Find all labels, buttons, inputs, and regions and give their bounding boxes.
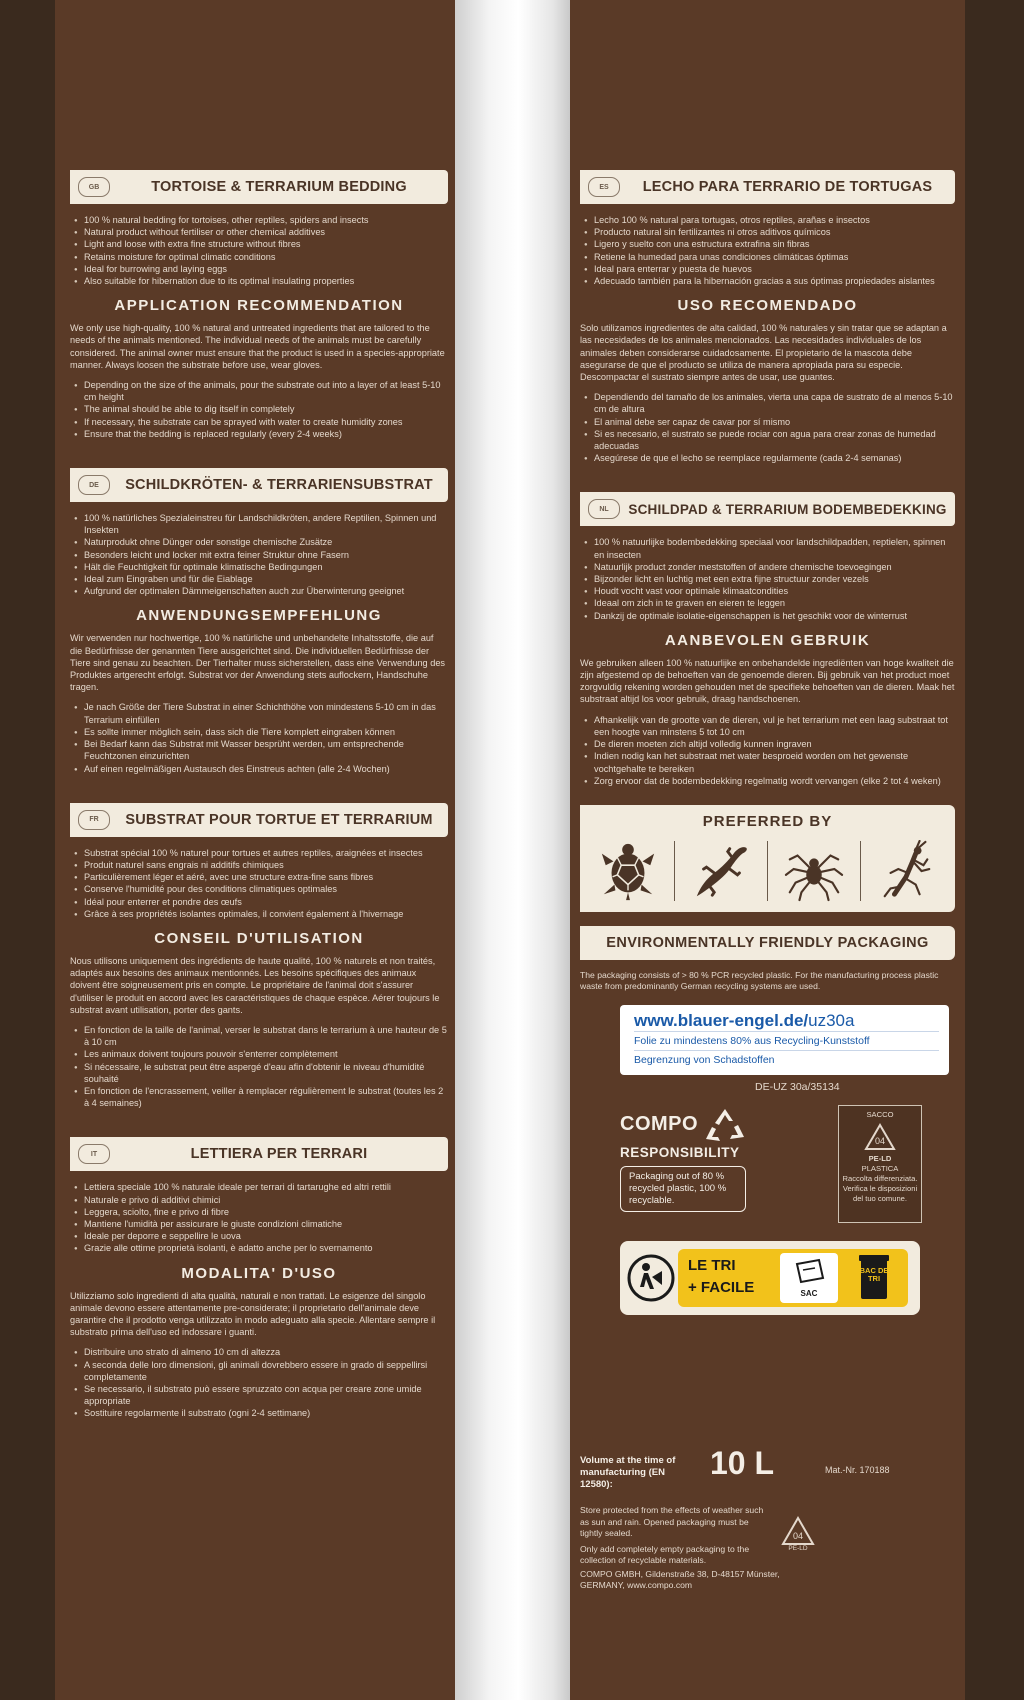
compo-block <box>620 1105 748 1212</box>
engel-item: Folie zu mindestens 80% aus Recycling-Kunststoff <box>634 1031 939 1050</box>
preferred-by-panel <box>580 805 955 912</box>
section-title: LECHO PARA TERRARIO DE TORTUGAS <box>642 179 933 195</box>
pe-ld-recycle-icon <box>780 1515 816 1551</box>
subheading: ANWENDUNGSEMPFEHLUNG <box>136 607 382 625</box>
steps-list <box>70 1024 448 1109</box>
bag-icon <box>791 1256 827 1284</box>
blauer-engel-box <box>620 1005 949 1075</box>
divider <box>767 841 768 901</box>
section-banner <box>580 492 955 526</box>
recycling-area <box>580 1105 955 1445</box>
material-number: Mat.-Nr. 170188 <box>825 1465 890 1475</box>
subheading: APPLICATION RECOMMENDATION <box>114 297 404 315</box>
sacco-plastica: PLASTICA <box>861 1163 899 1173</box>
section-title: SCHILDKRÖTEN- & TERRARIENSUBSTRAT <box>125 477 433 494</box>
step-item: ● El animal debe ser capaz de cavar por sí mismo <box>594 416 955 428</box>
disposal-note: Only add completely empty packaging to the collection of recyclable materials. <box>580 1543 750 1565</box>
step-item: ● En fonction de la taille de l'animal, verser le substrat dans le terrarium à une hauteur de 5 à 10 cm <box>84 1024 448 1048</box>
step-item: ● Bei Bedarf kann das Substrat mit Wasser besprüht werden, um entsprechende Feuchtzonen einzurichten <box>84 738 448 762</box>
steps-list <box>70 379 448 440</box>
feature-item: ● Natural product without fertiliser or other chemical additives <box>84 226 448 238</box>
step-item: ● Se necessario, il substrato può essere spruzzato con acqua per creare zone umide appropriate <box>84 1383 448 1407</box>
feature-item: ● Ideal zum Eingraben und für die Eiablage <box>84 573 448 585</box>
step-item: ● Si es necesario, el sustrato se puede rociar con agua para crear zonas de humedad adecuadas <box>594 428 955 452</box>
paragraph: Wir verwenden nur hochwertige, 100 % natürliche und unbehandelte Inhaltsstoffe, die auf die Bedürfnisse der genannten Tiere ausgerichtet sind. Die individuellen Bedürfnisse der Tiere sind genau zu beachten. Der Tierhalter muss sicherstellen, dass eine Verwendung des Produktes artgerecht erfolgt. Substrat vor der Anwendung stets auflockern, Handschuhe tragen. <box>70 633 446 693</box>
feature-list <box>70 1181 448 1254</box>
feature-item: ● Leggera, sciolto, fine e privo di fibre <box>84 1206 448 1218</box>
feature-list <box>70 512 448 597</box>
sacco-label <box>838 1105 922 1223</box>
sacco-code: 04 <box>874 1135 886 1146</box>
feature-item: ● Grazie alle ottime proprietà isolanti, è adatto anche per lo svernamento <box>84 1242 448 1254</box>
pe-ld-label: PE-LD <box>788 1545 808 1551</box>
triman-line: + FACILE <box>688 1278 755 1296</box>
feature-list <box>70 214 448 287</box>
feature-item: ● Retiene la humedad para unas condiciones climáticas óptimas <box>594 251 955 263</box>
step-item: ● De dieren moeten zich altijd volledig kunnen ingraven <box>594 738 955 750</box>
url-path: uz30a <box>808 1010 855 1030</box>
flag-icon: IT <box>78 1144 110 1164</box>
section-banner <box>580 170 955 204</box>
subheading: USO RECOMENDADO <box>677 297 858 315</box>
step-item: ● Zorg ervoor dat de bodembedekking regelmatig wordt vervangen (elke 2 tot 4 weken) <box>594 775 955 787</box>
section-fr <box>70 803 448 1110</box>
step-item: ● Afhankelijk van de grootte van de dieren, vul je het terrarium met een laag substraat tot een hoogte van minstens 5 tot 10 cm <box>594 714 955 738</box>
step-item: ● Je nach Größe der Tiere Substrat in einer Schichthöhe von mindestens 5-10 cm in das Terrarium einfüllen <box>84 701 448 725</box>
triman-line: LE TRI <box>688 1256 736 1274</box>
section-banner <box>70 170 448 204</box>
center-seal-stripe <box>455 0 570 1700</box>
step-item: ● Asegúrese de que el lecho se reemplace regularmente (cada 2-4 semanas) <box>594 452 955 464</box>
divider <box>674 841 675 901</box>
feature-item: ● Aufgrund der optimalen Dämmeigenschaften auch zur Überwinterung geeignet <box>84 585 448 597</box>
turtle-icon <box>594 840 662 902</box>
environment-text: The packaging consists of > 80 % PCR recycled plastic. For the manufacturing process plastic waste from predominantly German recycling systems are used. <box>580 969 939 992</box>
sacco-note: Verifica le disposizioni del tuo comune. <box>842 1183 918 1203</box>
step-item: ● Indien nodig kan het substraat met water besproeid worden om het gewenste vochtgehalte te bereiken <box>594 750 955 774</box>
left-column <box>70 170 448 1448</box>
step-item: ● Sostituire regolarmente il substrato (ogni 2-4 settimane) <box>84 1407 448 1419</box>
step-item: ● Si nécessaire, le substrat peut être aspergé d'eau afin d'obtenir le niveau d'humidité souhaité <box>84 1061 448 1085</box>
steps-list <box>70 701 448 774</box>
feature-item: ● Grâce à ses propriétés isolantes optimales, il convient également à l'hivernage <box>84 908 448 920</box>
volume-label: Volume at the time of manufacturing (EN 12580): <box>580 1455 676 1490</box>
feature-item: ● Producto natural sin fertilizantes ni otros aditivos químicos <box>594 226 955 238</box>
feature-item: ● Adecuado también para la hibernación gracias a sus óptimas propiedades aislantes <box>594 275 955 287</box>
sacco-material: PE-LD <box>868 1153 892 1163</box>
divider <box>860 841 861 901</box>
step-item: ● Dependiendo del tamaño de los animales, vierta una capa de sustrato de al menos 5-10 cm de altura <box>594 391 955 415</box>
section-title: LETTIERA PER TERRARI <box>190 1146 368 1163</box>
feature-item: ● Hält die Feuchtigkeit für optimale klimatische Bedingungen <box>84 561 448 573</box>
step-item: ● Es sollte immer möglich sein, dass sich die Tiere komplett eingraben können <box>84 726 448 738</box>
section-title: TORTOISE & TERRARIUM BEDDING <box>151 179 407 195</box>
animal-icons-row <box>580 836 955 912</box>
feature-item: ● Dankzij de optimale isolatie-eigenschappen is het geschikt voor de winterrust <box>594 610 955 622</box>
engel-item: Begrenzung von Schadstoffen <box>634 1050 939 1069</box>
section-title: SUBSTRAT POUR TORTUE ET TERRARIUM <box>125 811 433 828</box>
feature-list <box>70 847 448 920</box>
flag-icon: GB <box>78 177 110 197</box>
pe-ld-code: 04 <box>792 1531 804 1541</box>
compo-packaging-note: Packaging out of 80 % recycled plastic, 100 % recyclable. <box>620 1166 746 1212</box>
step-item: ● Distribuire uno strato di almeno 10 cm di altezza <box>84 1346 448 1358</box>
subheading: AANBEVOLEN GEBRUIK <box>664 631 871 649</box>
feature-item: ● Besonders leicht und locker mit extra feiner Struktur ohne Fasern <box>84 549 448 561</box>
url-domain: www.blauer-engel.de/ <box>634 1010 809 1030</box>
feature-list <box>580 536 955 621</box>
feature-item: ● Light and loose with extra fine structure without fibres <box>84 238 448 250</box>
flag-icon: DE <box>78 475 110 495</box>
gecko-icon <box>687 840 755 902</box>
step-item: ● Auf einen regelmäßigen Austausch des Einstreus achten (alle 2-4 Wochen) <box>84 763 448 775</box>
triman-info <box>678 1249 908 1307</box>
section-title: SCHILDPAD & TERRARIUM BODEMBEDEKKING <box>628 501 947 517</box>
triman-text <box>688 1255 754 1299</box>
paragraph: Utilizziamo solo ingredienti di alta qualità, naturali e non trattati. Le esigenze del singolo animale devono essere attentamente pre-considerate; il proprietario dell'animale deve garantire che il prodotto venga utilizzato in modo adeguato alla specie. Allentare sempre il substrato prima dell'uso ed indossare i guanti. <box>70 1290 436 1338</box>
feature-item: ● Also suitable for hibernation due to its optimal insulating properties <box>84 275 448 287</box>
triman-label <box>620 1241 920 1315</box>
paragraph: Solo utilizamos ingredientes de alta calidad, 100 % naturales y sin tratar que se adaptan a las necesidades de los animales mencionados. Las necesidades individuales de los animales deben considerarse cuidadosamente. El propietario de la mascota debe asegurarse de que el producto se utiliza de manera apropiada para su especie. Descompactar el sustrato siempre antes de usar, use guantes. <box>580 323 947 383</box>
paragraph: Nous utilisons uniquement des ingrédients de haute qualité, 100 % naturels et non traités, adaptés aux besoins des animaux mentionnés. Les besoins spécifiques des animaux doivent être soigneusement pris en compte. Le propriétaire de l'animal doit s'assurer d'utiliser le produit en accord avec les caractéristiques de chaque espèce. Aérer toujours le substrat avant utilisation, porter des gants. <box>70 955 440 1015</box>
feature-list <box>580 214 955 287</box>
mantis-icon <box>873 840 941 902</box>
paragraph: We gebruiken alleen 100 % natuurlijke en onbehandelde ingrediënten van hoge kwaliteit die zijn afgestemd op de behoeften van de genoemde dieren. Bij gebruik van het product moet zorgvuldig rekening worden gehouden met de specifieke behoeften van de dieren. Maak het substraat altijd los voor gebruik, draag handschoenen. <box>580 657 955 705</box>
feature-item: ● 100 % natuurlijke bodembedekking speciaal voor landschildpadden, reptielen, spinnen en insecten <box>594 536 955 560</box>
bac-pictogram <box>846 1253 902 1303</box>
compo-logo <box>620 1105 748 1145</box>
feature-item: ● Lettiera speciale 100 % naturale ideale per terrari di tartarughe ed altri rettili <box>84 1181 448 1193</box>
feature-item: ● Mantiene l'umidità per assicurare le giuste condizioni climatiche <box>84 1218 448 1230</box>
volume-area <box>580 1445 955 1592</box>
storage-note: Store protected from the effects of weather such as sun and rain. Opened packaging must be tightly sealed. <box>580 1505 764 1538</box>
paragraph: We only use high-quality, 100 % natural and untreated ingredients that are tailored to the needs of the animals mentioned. The individual needs of the animals must be carefully considered. The animal owner must ensure that the product is used in a species-appropriate manner. Always loosen the substrate before use, wear gloves. <box>70 323 445 370</box>
feature-item: ● Naturale e privo di additivi chimici <box>84 1194 448 1206</box>
subheading: CONSEIL D'UTILISATION <box>154 929 364 947</box>
section-banner <box>70 1137 448 1171</box>
feature-item: ● Lecho 100 % natural para tortugas, otros reptiles, arañas e insectos <box>594 214 955 226</box>
section-de <box>70 468 448 775</box>
triman-icon <box>626 1253 676 1303</box>
recycle-triangle-icon <box>863 1122 897 1152</box>
feature-item: ● Ideale per deporre e seppellire le uova <box>84 1230 448 1242</box>
feature-item: ● Ideal for burrowing and laying eggs <box>84 263 448 275</box>
manufacturer-address: COMPO GMBH, Gildenstraße 38, D-48157 Münster, GERMANY, www.compo.com <box>580 1568 780 1590</box>
subheading: MODALITA' D'USO <box>181 1264 337 1282</box>
spider-icon <box>780 840 848 902</box>
step-item: ● A seconda delle loro dimensioni, gli animali dovrebbero essere in grado di seppellirsi completamente <box>84 1359 448 1383</box>
section-nl <box>580 492 955 786</box>
feature-item: ● Natuurlijk product zonder meststoffen of andere chemische toevoegingen <box>594 561 955 573</box>
sacco-note: Raccolta differenziata. <box>842 1173 918 1183</box>
step-item: ● Les animaux doivent toujours pouvoir s'enterrer complètement <box>84 1048 448 1060</box>
section-it <box>70 1137 448 1419</box>
bac-label: BAC DE TRI <box>859 1265 889 1283</box>
right-column <box>580 170 955 1590</box>
feature-item: ● Idéal pour enterrer et pondre des œufs <box>84 896 448 908</box>
step-item: ● Depending on the size of the animals, pour the substrate out into a layer of at least 5-10 cm height <box>84 379 448 403</box>
flag-icon: ES <box>588 177 620 197</box>
blauer-engel-link[interactable] <box>634 1011 939 1031</box>
feature-item: ● Ligero y suelto con una estructura extrafina sin fibras <box>594 238 955 250</box>
engel-code: DE-UZ 30a/35134 <box>755 1080 840 1093</box>
volume-block <box>580 1445 955 1505</box>
feature-item: ● Naturprodukt ohne Dünger oder sonstige chemische Zusätze <box>84 536 448 548</box>
feature-item: ● Particulièrement léger et aéré, avec une structure extra-fine sans fibres <box>84 871 448 883</box>
feature-item: ● Bijzonder licht en luchtig met een extra fijne structuur zonder vezels <box>594 573 955 585</box>
recycle-icon <box>702 1105 748 1145</box>
feature-item: ● Produit naturel sans engrais ni additifs chimiques <box>84 859 448 871</box>
environment-banner: ENVIRONMENTALLY FRIENDLY PACKAGING <box>580 926 955 960</box>
sac-label: SAC <box>800 1288 818 1298</box>
step-item: ● En fonction de l'encrassement, veiller à remplacer régulièrement le substrat (toutes les 2 à 4 semaines) <box>84 1085 448 1109</box>
feature-item: ● Retains moisture for optimal climatic conditions <box>84 251 448 263</box>
preferred-by-title: PREFERRED BY <box>702 812 833 830</box>
steps-list <box>580 714 955 787</box>
section-es <box>580 170 955 464</box>
section-banner <box>70 468 448 502</box>
volume-value: 10 L <box>710 1445 775 1481</box>
section-banner <box>70 803 448 837</box>
compo-title: COMPO <box>620 1113 699 1136</box>
feature-item: ● Conserve l'humidité pour des conditions climatiques optimales <box>84 883 448 895</box>
feature-item: ● Substrat spécial 100 % naturel pour tortues et autres reptiles, araignées et insectes <box>84 847 448 859</box>
sacco-title: SACCO <box>866 1109 894 1119</box>
feature-item: ● Houdt vocht vast voor optimale klimaatcondities <box>594 585 955 597</box>
steps-list <box>70 1346 448 1419</box>
compo-responsibility: RESPONSIBILITY <box>620 1144 740 1160</box>
feature-item: ● Ideaal om zich in te graven en eieren te leggen <box>594 597 955 609</box>
feature-item: ● Ideal para enterrar y puesta de huevos <box>594 263 955 275</box>
steps-list <box>580 391 955 464</box>
feature-item: ● 100 % natural bedding for tortoises, other reptiles, spiders and insects <box>84 214 448 226</box>
sac-pictogram <box>780 1253 838 1303</box>
step-item: ● If necessary, the substrate can be sprayed with water to create humidity zones <box>84 416 448 428</box>
step-item: ● Ensure that the bedding is replaced regularly (every 2-4 weeks) <box>84 428 448 440</box>
step-item: ● The animal should be able to dig itself in completely <box>84 403 448 415</box>
feature-item: ● 100 % natürliches Spezialeinstreu für Landschildkröten, andere Reptilien, Spinnen und Insekten <box>84 512 448 536</box>
flag-icon: NL <box>588 499 620 519</box>
section-en <box>70 170 448 440</box>
flag-icon: FR <box>78 810 110 830</box>
